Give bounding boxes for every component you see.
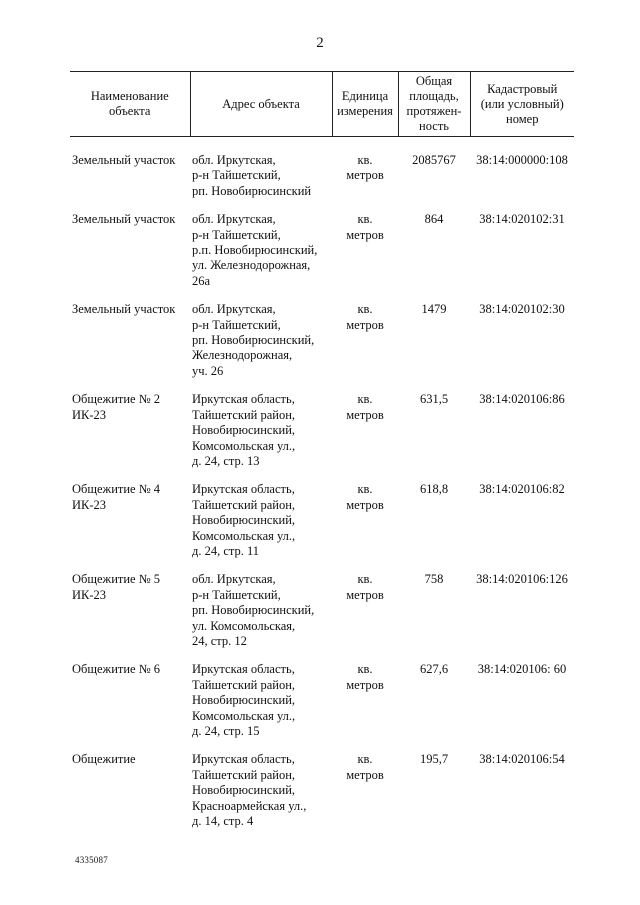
text-line: Новобирюсинский,: [192, 513, 296, 528]
text-line: р-н Тайшетский,: [192, 227, 281, 242]
cell-unit: [332, 752, 398, 842]
text-line: Тайшетский район,: [192, 677, 296, 692]
text-line: кв.: [357, 153, 373, 167]
text-line: протяжен-: [406, 104, 462, 118]
cell-cadastral-number: 38:14:020102:30: [479, 302, 565, 317]
cell-cadastral-number: 38:14:020106:86: [479, 392, 565, 407]
text-line: обл. Иркутская,: [192, 212, 276, 227]
cell-unit: [332, 482, 398, 572]
text-line: д. 24, стр. 15: [192, 724, 260, 738]
text-line: Иркутская область,: [192, 482, 295, 497]
text-line: ность: [419, 119, 449, 133]
page-number: 2: [316, 35, 324, 51]
text-line: кв.: [357, 302, 373, 317]
text-line: рп. Новобирюсинский,: [192, 333, 315, 348]
cell-object-address: [190, 482, 332, 572]
text-line: Общая: [415, 74, 453, 88]
text-line: обл. Иркутская,: [192, 302, 276, 317]
text-line: кв.: [357, 752, 373, 767]
text-line: 26а: [192, 273, 211, 288]
cell-object-name: [70, 302, 190, 392]
text-line: Земельный участок: [72, 153, 176, 167]
text-line: р.п. Новобирюсинский,: [192, 243, 318, 258]
cell-object-address: [190, 392, 332, 482]
text-line: Комсомольская ул.,: [192, 438, 296, 453]
text-line: Общежитие № 4: [72, 482, 161, 497]
text-line: Кадастровый: [487, 81, 558, 96]
cell-object-address: [190, 572, 332, 662]
cell-cadastral-number: 38:14:000000:108: [476, 153, 568, 167]
text-line: Новобирюсинский,: [192, 783, 296, 798]
cell-object-name: [70, 212, 190, 302]
table-row: [70, 212, 574, 302]
cell-cadastral-number: 38:14:020106:54: [479, 752, 565, 767]
cell-cadastral-number: 38:14:020106: 60: [477, 662, 567, 677]
text-line: р-н Тайшетский,: [192, 587, 281, 602]
cell-object-address: [190, 752, 332, 842]
text-line: объекта: [109, 104, 151, 118]
cell-object-name: [70, 752, 190, 842]
text-line: Общежитие № 6: [72, 662, 161, 677]
text-line: Общежитие № 2: [72, 392, 161, 407]
text-line: метров: [346, 497, 384, 512]
document-code: 4335087: [75, 855, 108, 865]
header-object-address: [190, 72, 332, 137]
cell-total-area: 2085767: [412, 153, 456, 167]
text-line: Общежитие № 5: [72, 572, 161, 587]
text-line: Железнодорожная,: [192, 348, 293, 363]
table-row: [70, 302, 574, 392]
cell-object-name: [70, 572, 190, 662]
text-line: Общежитие: [72, 752, 136, 767]
cell-unit: [332, 572, 398, 662]
text-line: 24, стр. 12: [192, 633, 247, 648]
text-line: обл. Иркутская,: [192, 572, 276, 587]
cell-object-name: [70, 392, 190, 482]
text-line: обл. Иркутская,: [192, 153, 276, 167]
header-cadastral-number: [470, 72, 574, 137]
text-line: р-н Тайшетский,: [192, 317, 281, 332]
text-line: Иркутская область,: [192, 662, 295, 677]
cell-object-address: [190, 212, 332, 302]
text-line: Адрес объекта: [222, 96, 300, 111]
cell-total-area: 618,8: [419, 482, 449, 497]
cell-object-address: [190, 137, 332, 213]
text-line: Иркутская область,: [192, 752, 295, 767]
table-header: [70, 72, 574, 137]
text-line: кв.: [357, 212, 373, 227]
text-line: рп. Новобирюсинский,: [192, 603, 315, 618]
header-unit: [332, 72, 398, 137]
cell-unit: [332, 137, 398, 213]
text-line: Земельный участок: [72, 302, 176, 317]
text-line: д. 24, стр. 11: [192, 543, 260, 558]
header-object-name: [70, 72, 190, 137]
cell-object-name: [70, 482, 190, 572]
cell-total-area: 195,7: [419, 752, 449, 767]
text-line: Тайшетский район,: [192, 407, 296, 422]
text-line: измерения: [337, 104, 393, 118]
cell-cadastral-number: 38:14:020106:82: [479, 482, 565, 497]
table-row: [70, 482, 574, 572]
text-line: метров: [346, 407, 384, 422]
table-body: [70, 137, 574, 843]
cell-object-address: [190, 662, 332, 752]
text-line: кв.: [357, 482, 373, 497]
text-line: ИК-23: [72, 497, 107, 512]
cell-unit: [332, 212, 398, 302]
cell-total-area: 864: [424, 212, 444, 227]
cell-cadastral-number: 38:14:020102:31: [479, 212, 565, 227]
text-line: метров: [346, 677, 384, 692]
text-line: р-н Тайшетский,: [192, 168, 281, 183]
cell-object-name: [70, 662, 190, 752]
text-line: Наименование: [90, 89, 169, 103]
text-line: площадь,: [409, 89, 459, 103]
cell-object-name: [70, 137, 190, 213]
text-line: ИК-23: [72, 407, 107, 422]
text-line: Иркутская область,: [192, 392, 295, 407]
cell-total-area: 758: [424, 572, 444, 587]
cell-unit: [332, 392, 398, 482]
text-line: кв.: [357, 392, 373, 407]
text-line: (или условный): [480, 96, 564, 111]
cell-unit: [332, 662, 398, 752]
cell-total-area: 1479: [421, 302, 447, 317]
text-line: метров: [346, 767, 384, 782]
text-line: Тайшетский район,: [192, 767, 296, 782]
text-line: Новобирюсинский,: [192, 693, 296, 708]
text-line: ИК-23: [72, 587, 107, 602]
text-line: д. 14, стр. 4: [192, 814, 254, 829]
cell-cadastral-number: 38:14:020106:126: [476, 572, 568, 587]
text-line: д. 24, стр. 13: [192, 453, 260, 468]
text-line: метров: [346, 587, 384, 602]
text-line: метров: [346, 227, 384, 242]
text-line: Единица: [341, 89, 389, 103]
text-line: рп. Новобирюсинский: [192, 183, 312, 198]
cell-total-area: 627,6: [419, 662, 449, 677]
text-line: Красноармейская ул.,: [192, 798, 307, 813]
text-line: метров: [346, 168, 384, 183]
cell-total-area: 631,5: [419, 392, 449, 407]
text-line: ул. Железнодорожная,: [192, 258, 311, 273]
text-line: ул. Комсомольская,: [192, 618, 296, 633]
property-table: [70, 71, 574, 842]
cell-unit: [332, 302, 398, 392]
text-line: Комсомольская ул.,: [192, 708, 296, 723]
table-row: [70, 572, 574, 662]
table-row: [70, 752, 574, 842]
text-line: кв.: [357, 662, 373, 677]
text-line: Тайшетский район,: [192, 497, 296, 512]
text-line: кв.: [357, 572, 373, 587]
cell-object-address: [190, 302, 332, 392]
text-line: метров: [346, 317, 384, 332]
text-line: Комсомольская ул.,: [192, 528, 296, 543]
text-line: Новобирюсинский,: [192, 423, 296, 438]
table-row: [70, 662, 574, 752]
text-line: уч. 26: [192, 363, 224, 378]
header-total-area: [398, 72, 470, 137]
text-line: номер: [506, 111, 539, 126]
table-row: [70, 137, 574, 213]
text-line: Земельный участок: [72, 212, 176, 227]
table-row: [70, 392, 574, 482]
